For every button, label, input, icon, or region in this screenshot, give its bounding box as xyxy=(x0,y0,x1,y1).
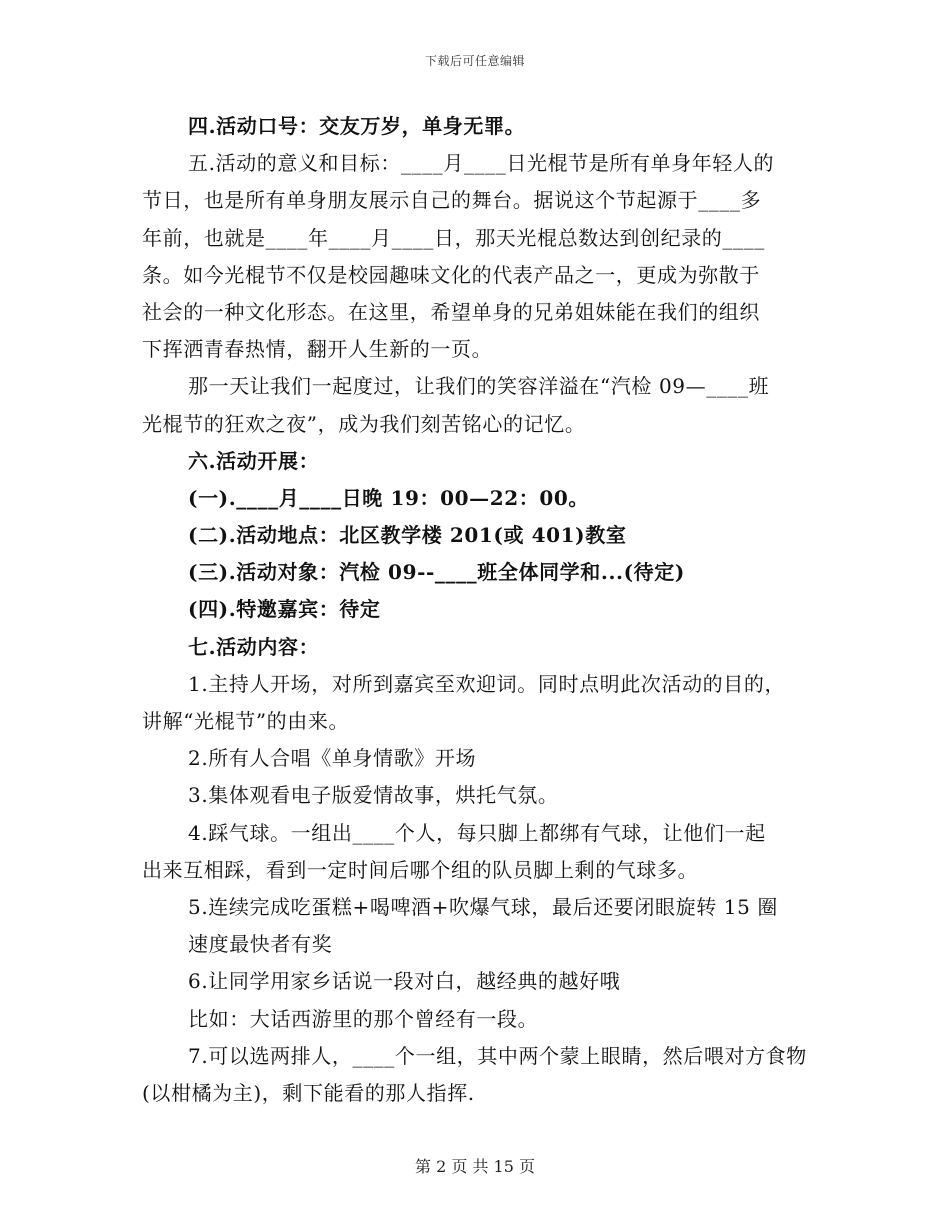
slogan-heading: 四.活动口号：交友万岁，单身无罪。 xyxy=(188,114,526,138)
list-item: 3.集体观看电子版爱情故事，烘托气氛。 xyxy=(188,783,559,808)
paragraph-line: 下挥洒青春热情，翻开人生新的一页。 xyxy=(142,337,493,362)
list-item-continuation: 速度最快者有奖 xyxy=(188,932,333,957)
paragraph-line: 节日，也是所有单身朋友展示自己的舞台。据说这个节起源于____多 xyxy=(142,188,762,213)
list-item-continuation: 比如：大话西游里的那个曾经有一段。 xyxy=(188,1006,539,1031)
activity-audience: (三).活动对象：汽检 09--____班全体同学和...(待定) xyxy=(188,560,685,585)
list-item-continuation: 讲解“光棍节”的由来。 xyxy=(142,709,350,733)
activity-guests: (四).特邀嘉宾：待定 xyxy=(188,597,381,622)
list-item: 6.让同学用家乡话说一段对白，越经典的越好哦 xyxy=(188,969,621,994)
paragraph-line: 社会的一种文化形态。在这里，希望单身的兄弟姐妹能在我们的组织 xyxy=(142,299,760,324)
paragraph-line: 五.活动的意义和目标：____月____日光棍节是所有单身年轻人的 xyxy=(188,151,775,176)
section-heading-activities: 六.活动开展： xyxy=(188,448,320,473)
list-item-continuation: (以柑橘为主)，剩下能看的那人指挥. xyxy=(142,1080,475,1105)
list-item: 1.主持人开场，对所到嘉宾至欢迎词。同时点明此次活动的目的， xyxy=(188,671,786,696)
paragraph-line: 条。如今光棍节不仅是校园趣味文化的代表产品之一，更成为弥散于 xyxy=(142,262,760,287)
activity-time: (一).____月____日晚 19：00—22：00。 xyxy=(188,485,589,510)
page-header: 下载后可任意编辑 xyxy=(424,54,525,68)
document-body xyxy=(142,108,807,1112)
list-item: 5.连续完成吃蛋糕+喝啤酒+吹爆气球，最后还要闭眼旋转 15 圈 xyxy=(188,894,778,919)
paragraph-line: 年前，也就是____年____月____日，那天光棍总数达到创纪录的____ xyxy=(142,225,765,250)
list-item: 2.所有人合唱《单身情歌》开场 xyxy=(188,746,477,771)
list-item: 7.可以选两排人，____个一组，其中两个蒙上眼睛，然后喂对方食物 xyxy=(188,1043,807,1068)
paragraph-line: 光棍节的狂欢之夜”，成为我们刻苦铭心的记忆。 xyxy=(142,411,586,436)
page-footer: 第 2 页 共 15 页 xyxy=(415,1157,535,1176)
activity-location: (二).活动地点：北区教学楼 201(或 401)教室 xyxy=(188,523,627,548)
list-item: 4.踩气球。一组出____个人，每只脚上都绑有气球，让他们一起 xyxy=(188,820,766,845)
paragraph-line: 那一天让我们一起度过，让我们的笑容洋溢在“汽检 09—____班 xyxy=(188,374,770,399)
section-heading-content: 七.活动内容： xyxy=(188,634,320,659)
list-item-continuation: 出来互相踩，看到一定时间后哪个组的队员脚上剩的气球多。 xyxy=(142,857,699,882)
